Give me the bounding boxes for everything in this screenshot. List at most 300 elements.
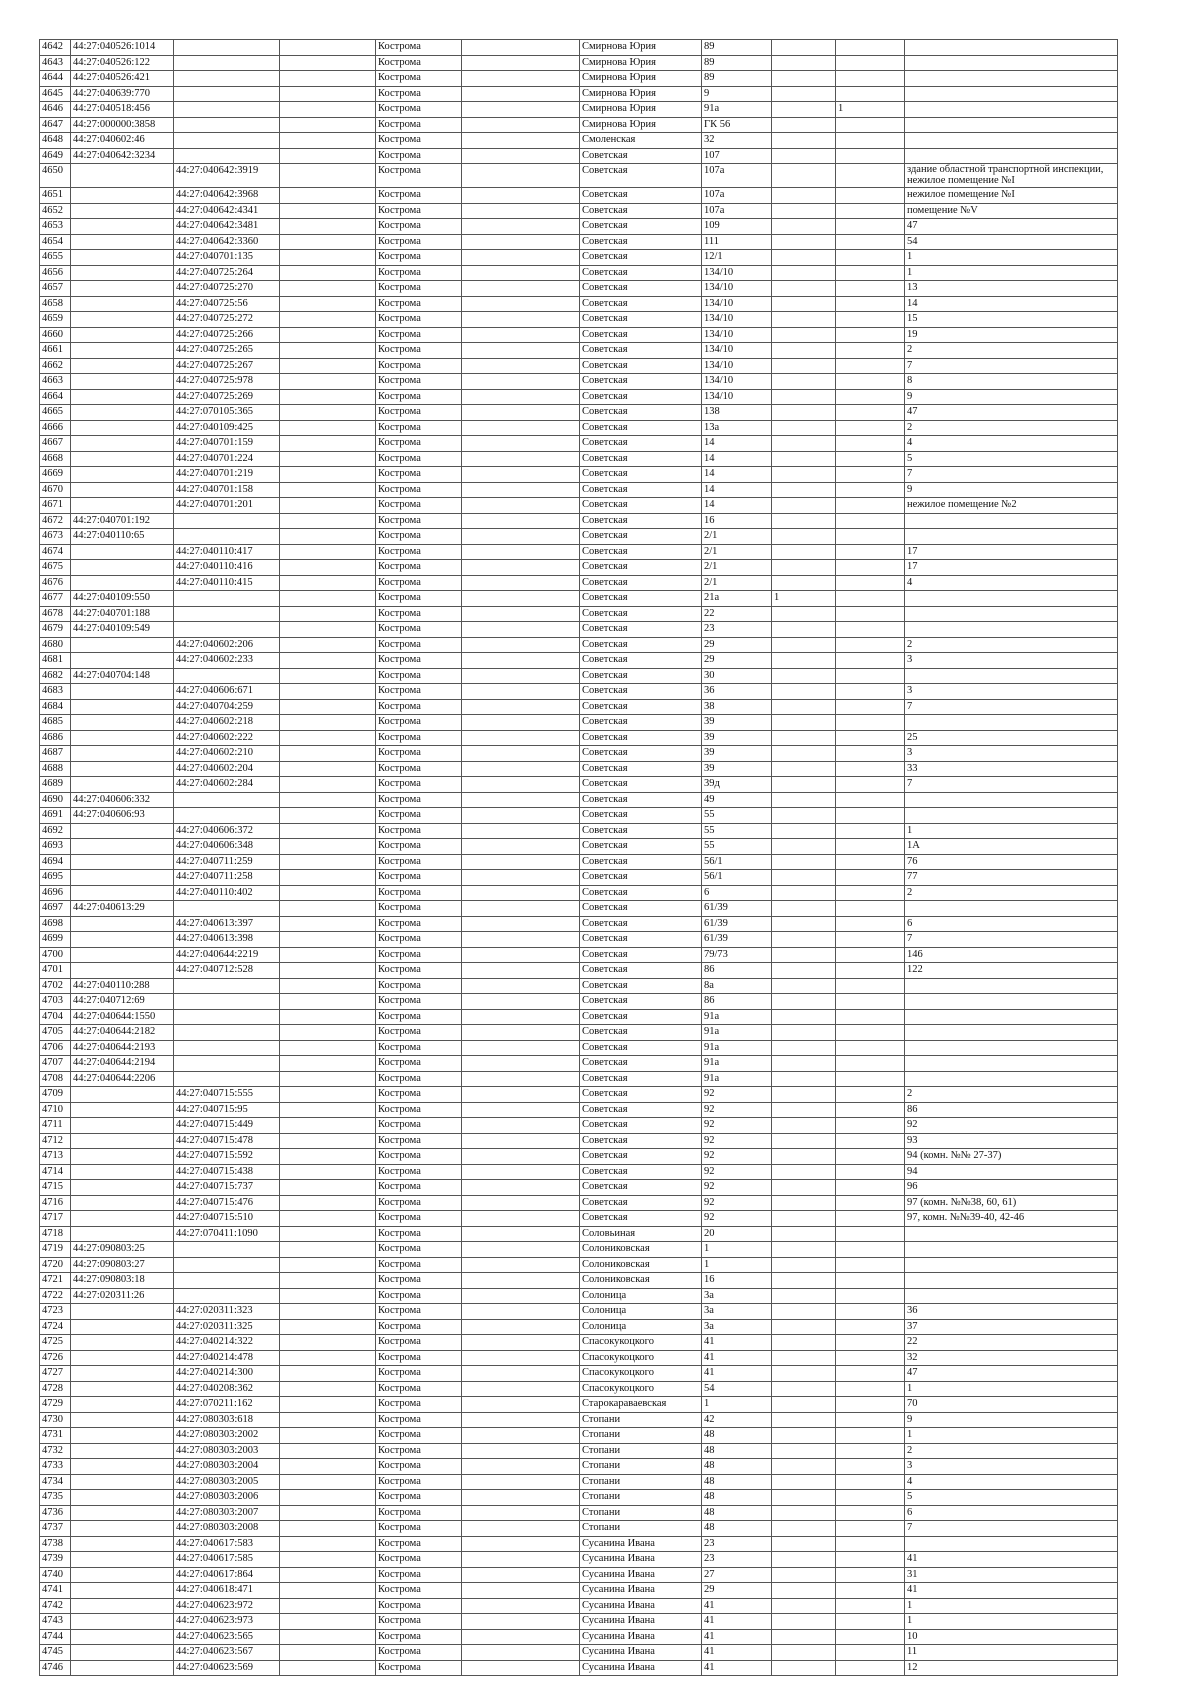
house-number-cell: 61/39 bbox=[702, 901, 772, 917]
house-number-cell: 91а bbox=[702, 1056, 772, 1072]
cadastral-number-cell bbox=[71, 1397, 174, 1413]
flag-cell bbox=[836, 250, 905, 266]
house-number-cell: 107а bbox=[702, 188, 772, 204]
flag-cell bbox=[772, 250, 836, 266]
street-cell: Стопани bbox=[580, 1443, 702, 1459]
table-row bbox=[40, 1226, 1118, 1242]
premises-cell bbox=[905, 71, 1118, 87]
cadastral-number-cell bbox=[71, 885, 174, 901]
table-row bbox=[40, 544, 1118, 560]
street-cell: Советская bbox=[580, 932, 702, 948]
house-number-cell: 138 bbox=[702, 405, 772, 421]
sub-cadastral-number-cell: 44:27:040602:233 bbox=[174, 653, 280, 669]
sub-cadastral-number-cell: 44:27:040701:135 bbox=[174, 250, 280, 266]
blank-cell bbox=[280, 1273, 376, 1289]
sub-cadastral-number-cell bbox=[174, 40, 280, 56]
flag-cell bbox=[836, 389, 905, 405]
city-cell: Кострома bbox=[376, 86, 462, 102]
flag-cell bbox=[836, 234, 905, 250]
blank-cell bbox=[280, 281, 376, 297]
flag-cell bbox=[836, 823, 905, 839]
city-cell: Кострома bbox=[376, 1350, 462, 1366]
flag-cell bbox=[836, 591, 905, 607]
row-number-cell: 4651 bbox=[40, 188, 71, 204]
sub-cadastral-number-cell: 44:27:040606:372 bbox=[174, 823, 280, 839]
city-cell: Кострома bbox=[376, 1645, 462, 1661]
blank-cell bbox=[280, 374, 376, 390]
blank-cell bbox=[462, 1211, 580, 1227]
premises-cell bbox=[905, 1025, 1118, 1041]
city-cell: Кострома bbox=[376, 1567, 462, 1583]
table-row bbox=[40, 916, 1118, 932]
row-number-cell: 4701 bbox=[40, 963, 71, 979]
row-number-cell: 4697 bbox=[40, 901, 71, 917]
row-number-cell: 4742 bbox=[40, 1598, 71, 1614]
blank-cell bbox=[462, 1164, 580, 1180]
city-cell: Кострома bbox=[376, 653, 462, 669]
flag-cell bbox=[772, 978, 836, 994]
premises-cell bbox=[905, 1071, 1118, 1087]
house-number-cell: 48 bbox=[702, 1490, 772, 1506]
street-cell: Советская bbox=[580, 451, 702, 467]
city-cell: Кострома bbox=[376, 1211, 462, 1227]
sub-cadastral-number-cell bbox=[174, 808, 280, 824]
city-cell: Кострома bbox=[376, 854, 462, 870]
street-cell: Солониковская bbox=[580, 1273, 702, 1289]
cadastral-number-cell bbox=[71, 358, 174, 374]
cadastral-number-cell: 44:27:040526:122 bbox=[71, 55, 174, 71]
flag-cell bbox=[772, 1273, 836, 1289]
street-cell: Советская bbox=[580, 1180, 702, 1196]
city-cell: Кострома bbox=[376, 1474, 462, 1490]
premises-cell: 97, комн. №№39-40, 42-46 bbox=[905, 1211, 1118, 1227]
city-cell: Кострома bbox=[376, 684, 462, 700]
street-cell: Сусанина Ивана bbox=[580, 1598, 702, 1614]
row-number-cell: 4670 bbox=[40, 482, 71, 498]
premises-cell: 47 bbox=[905, 219, 1118, 235]
premises-cell: 7 bbox=[905, 1521, 1118, 1537]
sub-cadastral-number-cell: 44:27:040602:210 bbox=[174, 746, 280, 762]
blank-cell bbox=[462, 1459, 580, 1475]
street-cell: Сусанина Ивана bbox=[580, 1614, 702, 1630]
premises-cell: 1 bbox=[905, 1598, 1118, 1614]
sub-cadastral-number-cell bbox=[174, 117, 280, 133]
cadastral-number-cell bbox=[71, 389, 174, 405]
row-number-cell: 4728 bbox=[40, 1381, 71, 1397]
blank-cell bbox=[280, 1505, 376, 1521]
city-cell: Кострома bbox=[376, 1381, 462, 1397]
street-cell: Советская bbox=[580, 854, 702, 870]
city-cell: Кострома bbox=[376, 296, 462, 312]
cadastral-number-cell: 44:27:090803:25 bbox=[71, 1242, 174, 1258]
blank-cell bbox=[280, 188, 376, 204]
blank-cell bbox=[462, 761, 580, 777]
city-cell: Кострома bbox=[376, 823, 462, 839]
blank-cell bbox=[462, 281, 580, 297]
city-cell: Кострома bbox=[376, 699, 462, 715]
blank-cell bbox=[462, 203, 580, 219]
sub-cadastral-number-cell bbox=[174, 86, 280, 102]
premises-cell: 22 bbox=[905, 1335, 1118, 1351]
blank-cell bbox=[280, 1459, 376, 1475]
premises-cell: 1 bbox=[905, 823, 1118, 839]
cadastral-number-cell bbox=[71, 374, 174, 390]
sub-cadastral-number-cell bbox=[174, 1288, 280, 1304]
sub-cadastral-number-cell: 44:27:040110:402 bbox=[174, 885, 280, 901]
house-number-cell: 111 bbox=[702, 234, 772, 250]
city-cell: Кострома bbox=[376, 1009, 462, 1025]
street-cell: Сусанина Ивана bbox=[580, 1583, 702, 1599]
flag-cell bbox=[836, 1149, 905, 1165]
row-number-cell: 4643 bbox=[40, 55, 71, 71]
table-row bbox=[40, 117, 1118, 133]
flag-cell bbox=[836, 1490, 905, 1506]
cadastral-number-cell bbox=[71, 296, 174, 312]
sub-cadastral-number-cell: 44:27:040725:270 bbox=[174, 281, 280, 297]
house-number-cell: 91а bbox=[702, 1071, 772, 1087]
sub-cadastral-number-cell: 44:27:040642:3919 bbox=[174, 164, 280, 188]
blank-cell bbox=[280, 405, 376, 421]
row-number-cell: 4734 bbox=[40, 1474, 71, 1490]
row-number-cell: 4721 bbox=[40, 1273, 71, 1289]
city-cell: Кострома bbox=[376, 1598, 462, 1614]
blank-cell bbox=[462, 312, 580, 328]
flag-cell bbox=[772, 86, 836, 102]
flag-cell bbox=[836, 1180, 905, 1196]
sub-cadastral-number-cell: 44:27:040623:569 bbox=[174, 1660, 280, 1676]
blank-cell bbox=[280, 1164, 376, 1180]
sub-cadastral-number-cell: 44:27:040109:425 bbox=[174, 420, 280, 436]
house-number-cell: 134/10 bbox=[702, 358, 772, 374]
flag-cell bbox=[836, 451, 905, 467]
flag-cell bbox=[772, 994, 836, 1010]
row-number-cell: 4686 bbox=[40, 730, 71, 746]
row-number-cell: 4733 bbox=[40, 1459, 71, 1475]
premises-cell bbox=[905, 994, 1118, 1010]
city-cell: Кострома bbox=[376, 148, 462, 164]
premises-cell: 54 bbox=[905, 234, 1118, 250]
flag-cell bbox=[772, 947, 836, 963]
cadastral-number-cell bbox=[71, 1598, 174, 1614]
city-cell: Кострома bbox=[376, 1025, 462, 1041]
street-cell: Соловьиная bbox=[580, 1226, 702, 1242]
flag-cell bbox=[772, 1025, 836, 1041]
city-cell: Кострома bbox=[376, 932, 462, 948]
house-number-cell: 86 bbox=[702, 963, 772, 979]
row-number-cell: 4720 bbox=[40, 1257, 71, 1273]
flag-cell bbox=[772, 164, 836, 188]
street-cell: Советская bbox=[580, 622, 702, 638]
premises-cell: здание областной транспортной инспекции, нежилое помещение №I bbox=[905, 164, 1118, 188]
cadastral-number-cell bbox=[71, 1459, 174, 1475]
blank-cell bbox=[280, 916, 376, 932]
table-row bbox=[40, 1505, 1118, 1521]
table-row bbox=[40, 1567, 1118, 1583]
premises-cell: 2 bbox=[905, 420, 1118, 436]
sub-cadastral-number-cell: 44:27:040701:219 bbox=[174, 467, 280, 483]
blank-cell bbox=[462, 1071, 580, 1087]
city-cell: Кострома bbox=[376, 885, 462, 901]
blank-cell bbox=[462, 389, 580, 405]
flag-cell bbox=[836, 730, 905, 746]
city-cell: Кострома bbox=[376, 560, 462, 576]
flag-cell bbox=[836, 1583, 905, 1599]
house-number-cell: 48 bbox=[702, 1521, 772, 1537]
blank-cell bbox=[280, 1304, 376, 1320]
flag-cell bbox=[772, 1242, 836, 1258]
premises-cell: 32 bbox=[905, 1350, 1118, 1366]
blank-cell bbox=[462, 327, 580, 343]
table-row bbox=[40, 296, 1118, 312]
flag-cell bbox=[772, 1118, 836, 1134]
street-cell: Советская bbox=[580, 164, 702, 188]
blank-cell bbox=[462, 164, 580, 188]
cadastral-number-cell: 44:27:000000:3858 bbox=[71, 117, 174, 133]
cadastral-number-cell bbox=[71, 870, 174, 886]
city-cell: Кострома bbox=[376, 1614, 462, 1630]
cadastral-number-cell: 44:27:040110:65 bbox=[71, 529, 174, 545]
street-cell: Смирнова Юрия bbox=[580, 102, 702, 118]
street-cell: Советская bbox=[580, 188, 702, 204]
city-cell: Кострома bbox=[376, 1273, 462, 1289]
row-number-cell: 4730 bbox=[40, 1412, 71, 1428]
flag-cell bbox=[836, 1226, 905, 1242]
cadastral-number-cell bbox=[71, 963, 174, 979]
city-cell: Кострома bbox=[376, 1133, 462, 1149]
flag-cell bbox=[836, 420, 905, 436]
house-number-cell: 91а bbox=[702, 1025, 772, 1041]
row-number-cell: 4656 bbox=[40, 265, 71, 281]
cadastral-number-cell bbox=[71, 265, 174, 281]
blank-cell bbox=[280, 606, 376, 622]
house-number-cell: 12/1 bbox=[702, 250, 772, 266]
cadastral-number-cell bbox=[71, 684, 174, 700]
blank-cell bbox=[462, 513, 580, 529]
house-number-cell: 3а bbox=[702, 1288, 772, 1304]
flag-cell bbox=[772, 1102, 836, 1118]
table-row bbox=[40, 327, 1118, 343]
city-cell: Кострома bbox=[376, 1552, 462, 1568]
street-cell: Советская bbox=[580, 839, 702, 855]
street-cell: Смирнова Юрия bbox=[580, 86, 702, 102]
table-row bbox=[40, 854, 1118, 870]
flag-cell bbox=[772, 1490, 836, 1506]
premises-cell: 41 bbox=[905, 1583, 1118, 1599]
flag-cell bbox=[772, 1164, 836, 1180]
cadastral-number-cell bbox=[71, 1102, 174, 1118]
table-row bbox=[40, 591, 1118, 607]
house-number-cell: 3а bbox=[702, 1319, 772, 1335]
flag-cell bbox=[836, 1242, 905, 1258]
blank-cell bbox=[462, 405, 580, 421]
street-cell: Солоница bbox=[580, 1319, 702, 1335]
sub-cadastral-number-cell: 44:27:040715:478 bbox=[174, 1133, 280, 1149]
cadastral-number-cell bbox=[71, 281, 174, 297]
city-cell: Кострома bbox=[376, 1428, 462, 1444]
street-cell: Советская bbox=[580, 467, 702, 483]
flag-cell bbox=[772, 40, 836, 56]
house-number-cell: 134/10 bbox=[702, 296, 772, 312]
table-row bbox=[40, 1288, 1118, 1304]
row-number-cell: 4727 bbox=[40, 1366, 71, 1382]
sub-cadastral-number-cell bbox=[174, 1040, 280, 1056]
row-number-cell: 4719 bbox=[40, 1242, 71, 1258]
cadastral-number-cell: 44:27:040704:148 bbox=[71, 668, 174, 684]
house-number-cell: 92 bbox=[702, 1133, 772, 1149]
sub-cadastral-number-cell: 44:27:040623:973 bbox=[174, 1614, 280, 1630]
cadastral-number-cell bbox=[71, 1087, 174, 1103]
blank-cell bbox=[280, 1056, 376, 1072]
blank-cell bbox=[462, 148, 580, 164]
blank-cell bbox=[462, 1598, 580, 1614]
city-cell: Кострома bbox=[376, 1071, 462, 1087]
flag-cell bbox=[836, 1397, 905, 1413]
blank-cell bbox=[462, 1629, 580, 1645]
blank-cell bbox=[462, 792, 580, 808]
sub-cadastral-number-cell: 44:27:040602:284 bbox=[174, 777, 280, 793]
street-cell: Советская bbox=[580, 591, 702, 607]
flag-cell bbox=[836, 1350, 905, 1366]
premises-cell bbox=[905, 513, 1118, 529]
premises-cell bbox=[905, 668, 1118, 684]
table-row bbox=[40, 1397, 1118, 1413]
premises-cell: 7 bbox=[905, 932, 1118, 948]
flag-cell bbox=[836, 117, 905, 133]
row-number-cell: 4690 bbox=[40, 792, 71, 808]
blank-cell bbox=[280, 1567, 376, 1583]
blank-cell bbox=[280, 715, 376, 731]
premises-cell: 4 bbox=[905, 575, 1118, 591]
premises-cell bbox=[905, 792, 1118, 808]
cadastral-number-cell: 44:27:040109:549 bbox=[71, 622, 174, 638]
street-cell: Сусанина Ивана bbox=[580, 1552, 702, 1568]
blank-cell bbox=[280, 1257, 376, 1273]
city-cell: Кострома bbox=[376, 792, 462, 808]
blank-cell bbox=[280, 436, 376, 452]
register-sheet bbox=[39, 39, 1117, 1676]
street-cell: Советская bbox=[580, 963, 702, 979]
row-number-cell: 4648 bbox=[40, 133, 71, 149]
cadastral-number-cell: 44:27:040644:2206 bbox=[71, 1071, 174, 1087]
blank-cell bbox=[280, 777, 376, 793]
table-row bbox=[40, 715, 1118, 731]
flag-cell bbox=[836, 1614, 905, 1630]
city-cell: Кострома bbox=[376, 637, 462, 653]
house-number-cell: 92 bbox=[702, 1164, 772, 1180]
table-row bbox=[40, 792, 1118, 808]
row-number-cell: 4668 bbox=[40, 451, 71, 467]
street-cell: Советская bbox=[580, 436, 702, 452]
flag-cell bbox=[772, 1226, 836, 1242]
table-row bbox=[40, 281, 1118, 297]
street-cell: Сусанина Ивана bbox=[580, 1536, 702, 1552]
sub-cadastral-number-cell: 44:27:040725:265 bbox=[174, 343, 280, 359]
table-row bbox=[40, 219, 1118, 235]
table-row bbox=[40, 901, 1118, 917]
house-number-cell: 42 bbox=[702, 1412, 772, 1428]
flag-cell bbox=[836, 513, 905, 529]
flag-cell bbox=[836, 932, 905, 948]
sub-cadastral-number-cell bbox=[174, 792, 280, 808]
sub-cadastral-number-cell: 44:27:040642:3968 bbox=[174, 188, 280, 204]
house-number-cell: 92 bbox=[702, 1195, 772, 1211]
sub-cadastral-number-cell bbox=[174, 1257, 280, 1273]
cadastral-number-cell bbox=[71, 1428, 174, 1444]
cadastral-number-cell bbox=[71, 1490, 174, 1506]
premises-cell bbox=[905, 808, 1118, 824]
house-number-cell: 91а bbox=[702, 1040, 772, 1056]
row-number-cell: 4683 bbox=[40, 684, 71, 700]
table-row bbox=[40, 1319, 1118, 1335]
premises-cell: 9 bbox=[905, 482, 1118, 498]
flag-cell bbox=[836, 1319, 905, 1335]
cadastral-number-cell bbox=[71, 699, 174, 715]
premises-cell: 76 bbox=[905, 854, 1118, 870]
row-number-cell: 4711 bbox=[40, 1118, 71, 1134]
row-number-cell: 4677 bbox=[40, 591, 71, 607]
blank-cell bbox=[462, 467, 580, 483]
blank-cell bbox=[280, 296, 376, 312]
flag-cell bbox=[836, 1288, 905, 1304]
premises-cell: 86 bbox=[905, 1102, 1118, 1118]
row-number-cell: 4726 bbox=[40, 1350, 71, 1366]
flag-cell bbox=[772, 1583, 836, 1599]
cadastral-number-cell: 44:27:040644:2193 bbox=[71, 1040, 174, 1056]
street-cell: Сусанина Ивана bbox=[580, 1629, 702, 1645]
house-number-cell: 56/1 bbox=[702, 870, 772, 886]
flag-cell bbox=[836, 529, 905, 545]
house-number-cell: 2/1 bbox=[702, 560, 772, 576]
city-cell: Кострома bbox=[376, 1040, 462, 1056]
house-number-cell: 2/1 bbox=[702, 529, 772, 545]
flag-cell bbox=[836, 1567, 905, 1583]
table-row bbox=[40, 870, 1118, 886]
premises-cell: 31 bbox=[905, 1567, 1118, 1583]
flag-cell bbox=[836, 86, 905, 102]
house-number-cell: 39 bbox=[702, 746, 772, 762]
sub-cadastral-number-cell: 44:27:040110:416 bbox=[174, 560, 280, 576]
street-cell: Советская bbox=[580, 1025, 702, 1041]
row-number-cell: 4654 bbox=[40, 234, 71, 250]
cadastral-number-cell bbox=[71, 498, 174, 514]
flag-cell bbox=[836, 622, 905, 638]
flag-cell bbox=[836, 1366, 905, 1382]
cadastral-number-cell bbox=[71, 761, 174, 777]
sub-cadastral-number-cell: 44:27:040715:555 bbox=[174, 1087, 280, 1103]
flag-cell bbox=[772, 71, 836, 87]
table-row bbox=[40, 1412, 1118, 1428]
house-number-cell: 92 bbox=[702, 1102, 772, 1118]
premises-cell bbox=[905, 86, 1118, 102]
blank-cell bbox=[462, 1087, 580, 1103]
street-cell: Советская bbox=[580, 668, 702, 684]
premises-cell: 77 bbox=[905, 870, 1118, 886]
city-cell: Кострома bbox=[376, 1335, 462, 1351]
city-cell: Кострома bbox=[376, 715, 462, 731]
blank-cell bbox=[280, 203, 376, 219]
flag-cell bbox=[836, 994, 905, 1010]
sub-cadastral-number-cell bbox=[174, 1071, 280, 1087]
cadastral-number-cell bbox=[71, 1226, 174, 1242]
flag-cell bbox=[836, 978, 905, 994]
blank-cell bbox=[280, 932, 376, 948]
city-cell: Кострома bbox=[376, 1505, 462, 1521]
cadastral-number-cell bbox=[71, 1366, 174, 1382]
premises-cell: 94 bbox=[905, 1164, 1118, 1180]
flag-cell bbox=[772, 777, 836, 793]
street-cell: Советская bbox=[580, 777, 702, 793]
cadastral-number-cell: 44:27:040526:421 bbox=[71, 71, 174, 87]
